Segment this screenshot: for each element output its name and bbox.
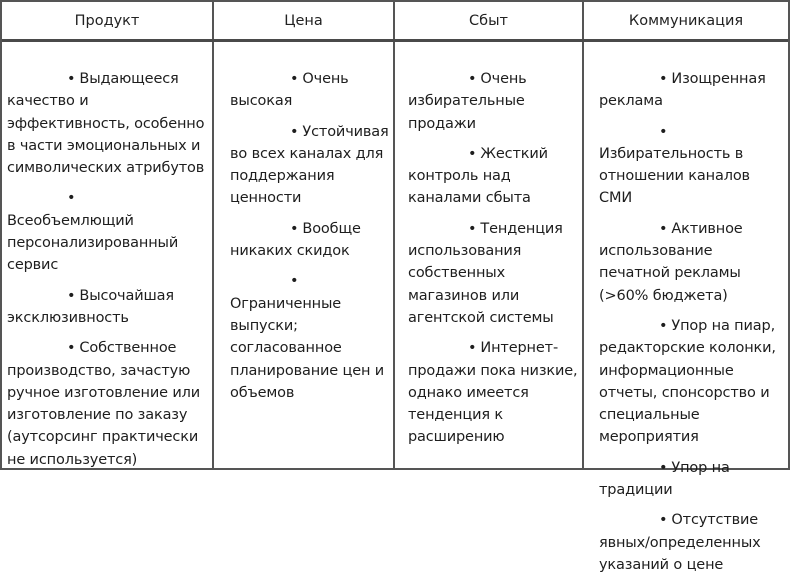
list-item: • Изощренная реклама [599, 68, 784, 113]
list-item: • Очень высокая [230, 68, 389, 113]
list-item: • Отсутствие явных/определенных указаний о цене [599, 509, 784, 576]
bullet-icon: • [659, 512, 668, 529]
list-item: • Жесткий контроль над каналами сбыта [408, 143, 578, 210]
bullet-icon: • [468, 71, 477, 87]
cell-communication [584, 42, 788, 573]
bullet-icon: • [290, 71, 299, 87]
list-item: • Собственное производство, зачастую ручное изготовление или изготовление по заказу (аутсорсинг практически не используется) [7, 337, 206, 471]
table-header-row [2, 2, 788, 42]
bullet-icon: • [290, 273, 299, 290]
bullet-icon: • [659, 71, 668, 87]
bullet-icon: • [659, 123, 668, 140]
list-item: •Избирательность в отношении каналов СМИ [599, 121, 784, 210]
bullet-icon: • [290, 123, 299, 140]
bullet-icon: • [659, 459, 668, 476]
list-item: • Активное использование печатной рекламы (>60% бюджета) [599, 218, 784, 307]
bullet-icon: • [67, 340, 76, 357]
bullet-icon: • [468, 145, 477, 162]
cell-price [214, 42, 395, 470]
list-item: • Выдающееся качество и эффективность, особенно в части эмоциональных и символических атрибутов [7, 68, 206, 179]
bullet-icon: • [468, 340, 477, 357]
list-item: •Всеобъемлющий персонализированный сервис [7, 187, 206, 276]
bullet-icon: • [67, 71, 76, 87]
list-item: • Упор на традиции [599, 457, 784, 502]
table-body-row [2, 42, 788, 573]
list-item: • Очень избирательные продажи [408, 68, 578, 135]
list-item: • Упор на пиар, редакторские колонки, информационные отчеты, спонсорство и специальные мероприятия [599, 315, 784, 449]
cell-distribution [395, 42, 584, 470]
header-price: Цена [214, 2, 395, 39]
header-product: Продукт [2, 2, 214, 39]
bullet-icon: • [659, 317, 668, 334]
bullet-icon: • [659, 220, 668, 237]
bullet-icon: • [67, 190, 76, 207]
list-item: •Ограниченные выпуски; согласованное планирование цен и объемов [230, 270, 389, 404]
bullet-icon: • [290, 220, 299, 237]
bullet-icon: • [468, 220, 477, 237]
header-communication: Коммуникация [628, 12, 744, 29]
list-item: • Устойчивая во всех каналах для поддержания ценности [230, 121, 389, 210]
list-item: • Вообще никаких скидок [230, 218, 389, 263]
list-item: • Тенденция использования собственных магазинов или агентской системы [408, 218, 578, 329]
list-item: • Высочайшая эксклюзивность [7, 285, 206, 330]
bullet-icon: • [67, 287, 76, 304]
cell-product [2, 42, 214, 470]
header-distribution: Сбыт [395, 2, 584, 39]
list-item: • Интернет-продажи пока низкие, однако имеется тенденция к расширению [408, 337, 578, 448]
